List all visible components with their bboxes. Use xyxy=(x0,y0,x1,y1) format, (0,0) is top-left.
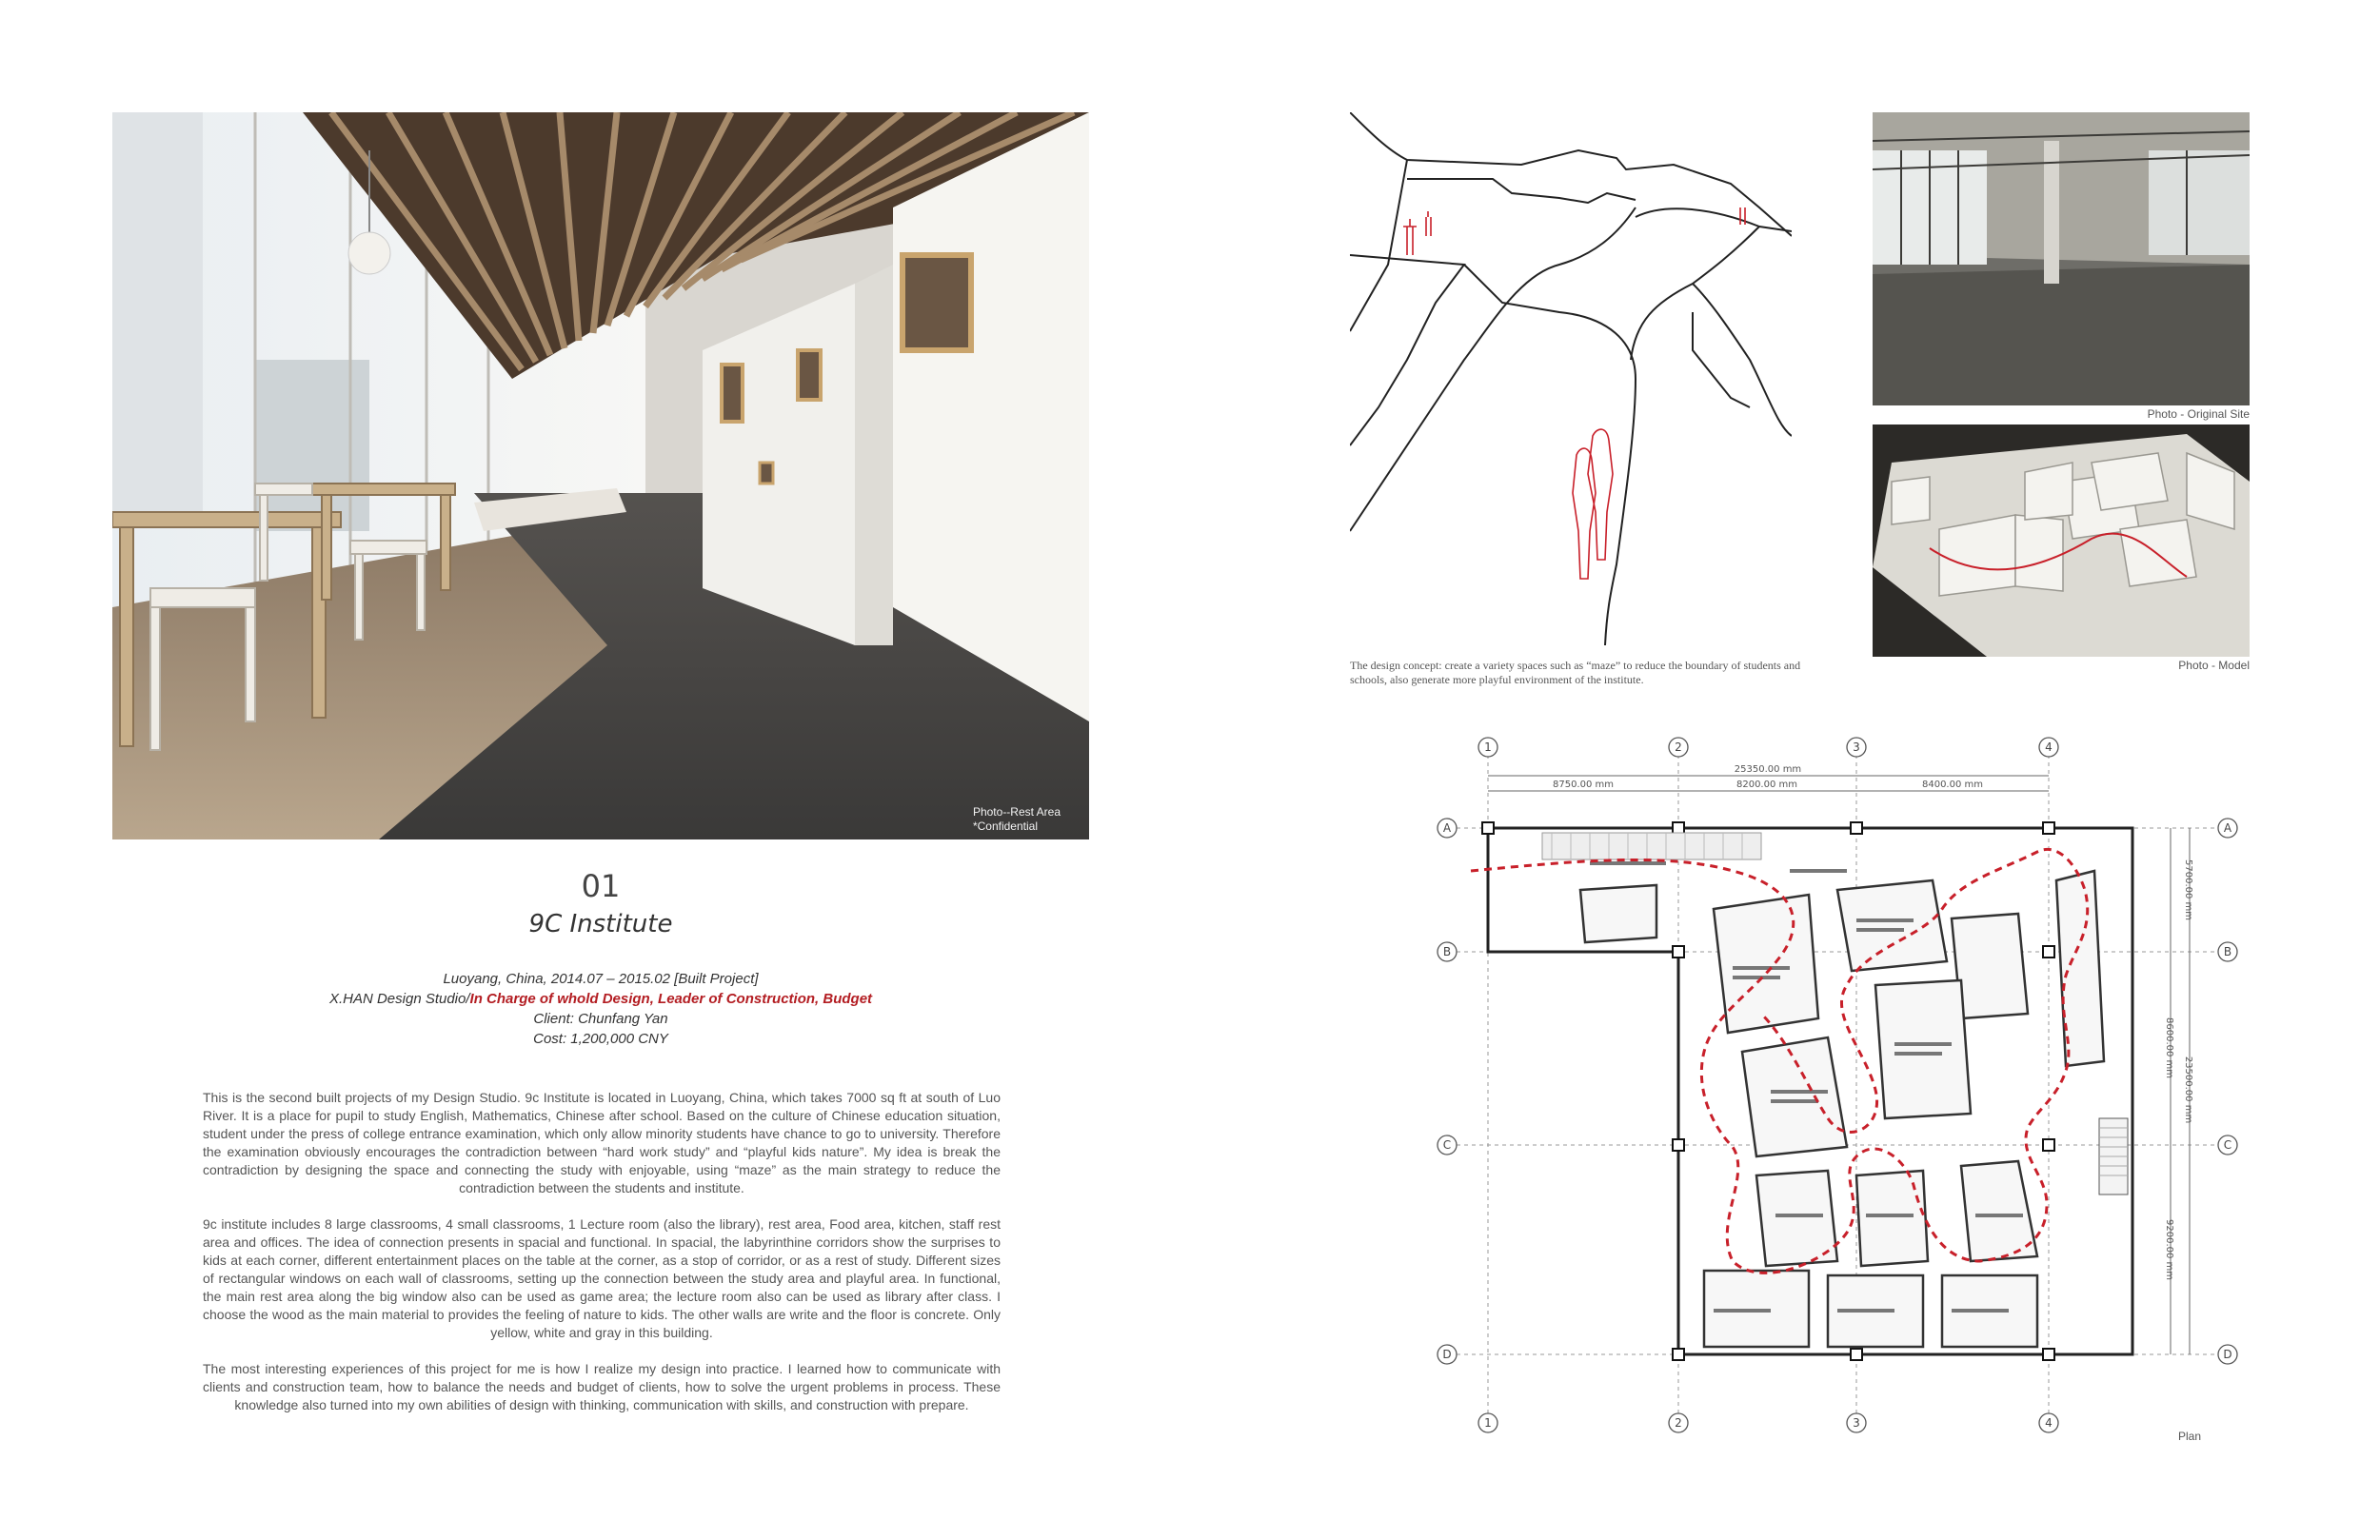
grid-row-label: A xyxy=(2223,821,2232,835)
floor-plan-drawing xyxy=(1428,728,2266,1451)
grid-col-label: 3 xyxy=(1853,1416,1860,1430)
grid-col-label: 3 xyxy=(1853,740,1860,754)
plan-dimension: 8200.00 mm xyxy=(1735,780,1798,790)
grid-col-label: 4 xyxy=(2045,1416,2053,1430)
project-number: 01 xyxy=(581,868,621,904)
concept-sketch xyxy=(1350,112,1792,645)
project-studio-line xyxy=(0,989,1201,1009)
plan-dimension: 8600.00 mm xyxy=(2164,1017,2174,1079)
rest-area-photo xyxy=(112,112,1089,839)
model-illustration xyxy=(1873,424,2250,657)
grid-row-label: C xyxy=(2223,1138,2232,1152)
project-title: 9C Institute xyxy=(528,910,673,938)
hero-caption xyxy=(973,805,1089,834)
project-client: Client: Chunfang Yan xyxy=(533,1011,668,1027)
floor-plan xyxy=(1428,728,2266,1451)
rest-area-illustration xyxy=(112,112,1089,839)
plan-total-dimension: 25350.00 mm xyxy=(1734,764,1802,775)
maze-sketch-drawing xyxy=(1350,112,1792,645)
grid-col-label: 2 xyxy=(1675,740,1682,754)
grid-col-label: 4 xyxy=(2045,740,2053,754)
description-paragraph: 9c institute includes 8 large classrooms, 4 small classrooms, 1 Lecture room (also the library), rest area, Food area, kitchen, staff rest area and offices. The idea of connection presents in spacial and functional. In spacial, the labyrinthine corridors show the surprises to kids at each corner, different entertainment places on the table at the corner, as a stop of corridor, or as a rest of study. Different sizes of rectangular windows on each wall of classrooms, setting up the connection between the study area and playful area. In functional, the main rest area along the big window also can be used as game area; the lecture room also can be used as library after class. I choose the wood as the main material to provides the feeling of nature to kids. The other walls are write and the floor is concrete. Only yellow, white and gray in this building. xyxy=(203,1216,1001,1340)
project-cost: Cost: 1,200,000 CNY xyxy=(533,1031,668,1047)
grid-row-label: B xyxy=(1442,945,1452,958)
project-studio: X.HAN Design Studio/ xyxy=(328,991,470,1007)
hero-caption-title: Photo--Rest Area xyxy=(972,805,1061,819)
grid-col-label: 2 xyxy=(1675,1416,1682,1430)
model-photo-caption: Photo - Model xyxy=(2178,659,2250,672)
grid-row-label: A xyxy=(1442,821,1452,835)
grid-col-label: 1 xyxy=(1484,1416,1492,1430)
original-site-photo xyxy=(1873,112,2250,405)
site-photo-caption: Photo - Original Site xyxy=(2147,407,2250,421)
plan-dimension: 8750.00 mm xyxy=(1552,780,1615,790)
grid-col-label: 1 xyxy=(1484,740,1492,754)
grid-row-label: C xyxy=(1442,1138,1452,1152)
plan-caption: Plan xyxy=(2178,1430,2202,1443)
model-photo xyxy=(1873,424,2250,657)
project-description xyxy=(203,1089,1001,1432)
description-paragraph: This is the second built projects of my Design Studio. 9c Institute is located in Luoyang, China, which takes 7000 sq ft at south of Luo River. It is a place for pupil to study English, Mathematics, Chinese after school. Based on the culture of Chinese education situation, student under the press of college entrance examination, which only allow minority students have chance to go to university. Therefore the examination obviously encourages the contradiction between “hard work study” and “playful kids nature”. My idea is break the contradiction by designing the space and connecting the study with enjoyable, using “maze” as the main strategy to reduce the contradiction between the students and institute. xyxy=(203,1090,1001,1195)
project-meta xyxy=(0,969,1201,1049)
description-paragraph: The most interesting experiences of this project for me is how I realize my design into practice. I learned how to communicate with clients and construction team, how to balance the needs and budget of clients, how to solve the urgent problems in process. These knowledge also turned into my own abilities of design with thinking, communication with skills, and construction with prepare. xyxy=(203,1361,1001,1412)
grid-row-label: D xyxy=(1442,1348,1452,1361)
concept-caption: The design concept: create a variety spaces such as “maze” to reduce the boundary of students and schools, also generate more playful environment of the institute. xyxy=(1350,659,1801,686)
plan-total-dimension: 23500.00 mm xyxy=(2183,1056,2193,1124)
plan-dimension: 5700.00 mm xyxy=(2183,859,2193,921)
project-role: In Charge of whold Design, Leader of Construction, Budget xyxy=(469,991,873,1007)
hero-caption-note: *Confidential xyxy=(972,819,1038,833)
plan-dimension: 8400.00 mm xyxy=(1921,780,1984,790)
plan-dimension: 9200.00 mm xyxy=(2164,1218,2174,1281)
grid-row-label: D xyxy=(2223,1348,2232,1361)
grid-row-label: B xyxy=(2223,945,2232,958)
project-location: Luoyang, China, 2014.07 – 2015.02 [Built Project] xyxy=(443,971,759,987)
original-site-illustration xyxy=(1873,112,2250,405)
